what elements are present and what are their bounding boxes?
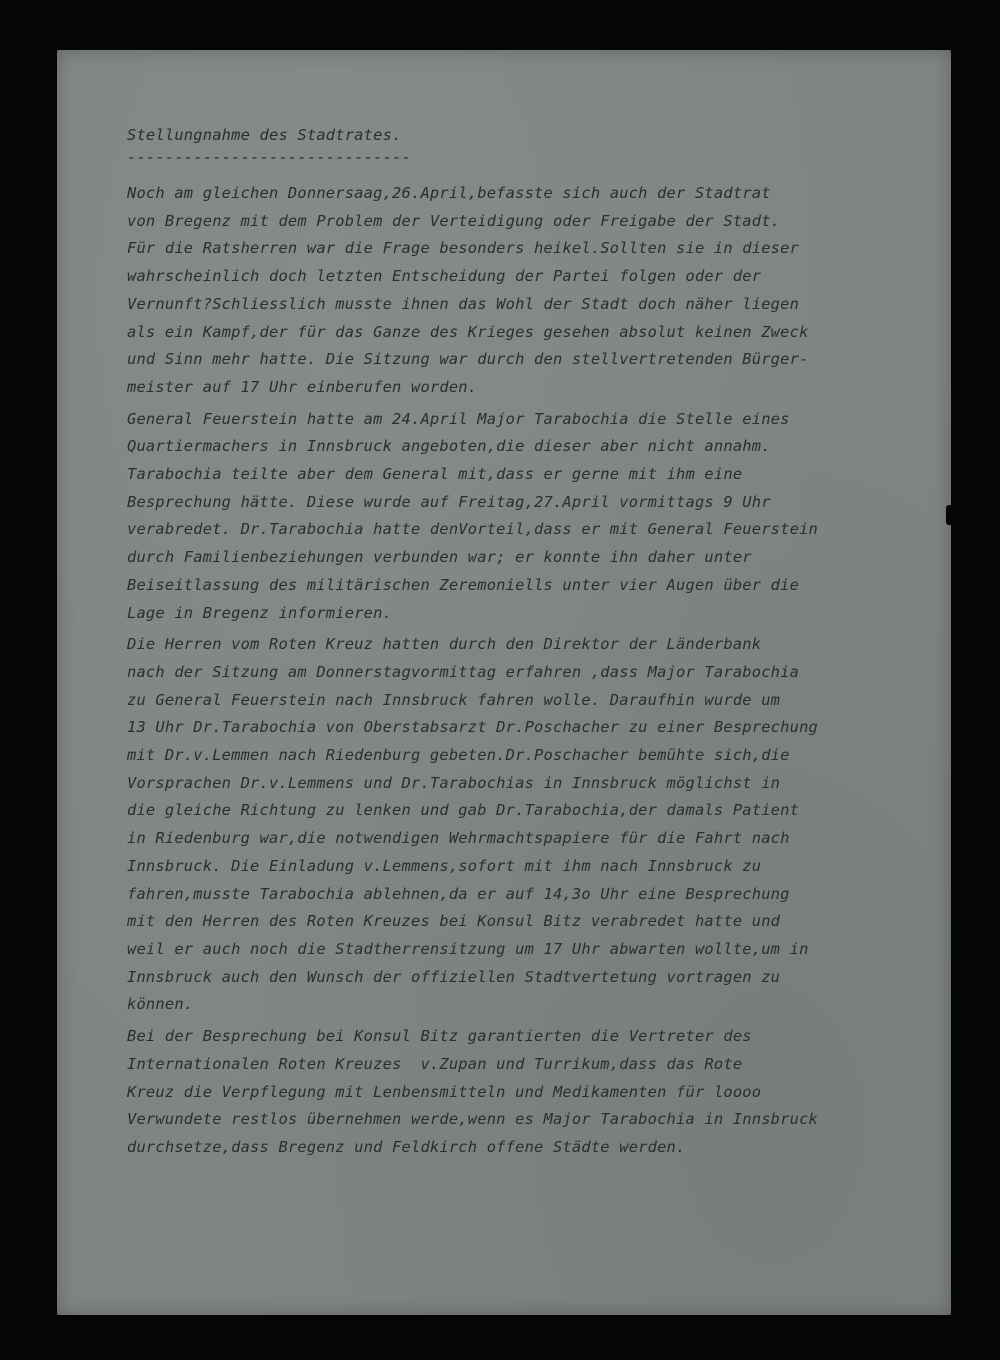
paper-sheet xyxy=(57,50,951,1315)
text-line: weil er auch noch die Stadtherrensitzung um 17 Uhr abwarten wollte,um in xyxy=(127,939,809,958)
text-line: Internationalen Roten Kreuzes v.Zupan und Turrikum,dass das Rote xyxy=(127,1054,743,1073)
text-line: als ein Kampf,der für das Ganze des Krieges gesehen absolut keinen Zweck xyxy=(127,322,809,341)
heading-underline: ------------------------------ xyxy=(127,148,411,166)
text-line: in Riedenburg war,die notwendigen Wehrmachtspapiere für die Fahrt nach xyxy=(127,829,790,848)
text-line: Quartiermachers in Innsbruck angeboten,die dieser aber nicht annahm. xyxy=(127,437,771,456)
text-line: Verwundete restlos übernehmen werde,wenn es Major Tarabochia in Innsbruck xyxy=(127,1110,819,1129)
text-line: die gleiche Richtung zu lenken und gab Dr.Tarabochia,der damals Patient xyxy=(127,801,800,820)
text-line: fahren,musste Tarabochia ablehnen,da er auf 14,3o Uhr eine Besprechung xyxy=(127,884,790,903)
text-line: Kreuz die Verpflegung mit Lenbensmitteln und Medikamenten für loooo xyxy=(127,1082,762,1101)
text-line: mit den Herren des Roten Kreuzes bei Konsul Bitz verabredet hatte und xyxy=(127,912,781,931)
text-line: General Feuerstein hatte am 24.April Major Tarabochia die Stelle eines xyxy=(127,409,790,428)
paragraph-4 xyxy=(127,1023,947,1162)
text-line: zu General Feuerstein nach Innsbruck fahren wolle. Daraufhin wurde um xyxy=(127,690,781,709)
text-line: Lage in Bregenz informieren. xyxy=(127,603,393,622)
text-line: und Sinn mehr hatte. Die Sitzung war durch den stellvertretenden Bürger- xyxy=(127,350,809,369)
text-line: Besprechung hätte. Diese wurde auf Freitag,27.April vormittags 9 Uhr xyxy=(127,492,771,511)
typewritten-text xyxy=(127,122,947,1162)
text-line: meister auf 17 Uhr einberufen worden. xyxy=(127,377,478,396)
text-line: Innsbruck. Die Einladung v.Lemmens,sofort mit ihm nach Innsbruck zu xyxy=(127,856,762,875)
paragraph-2 xyxy=(127,406,947,628)
paragraph-1 xyxy=(127,180,947,402)
text-line: Tarabochia teilte aber dem General mit,dass er gerne mit ihm eine xyxy=(127,465,743,484)
torn-edge xyxy=(946,505,954,525)
paragraph-3 xyxy=(127,631,947,1019)
document-heading: Stellungnahme des Stadtrates. xyxy=(127,126,402,144)
text-line: verabredet. Dr.Tarabochia hatte denVorteil,dass er mit General Feuerstein xyxy=(127,520,819,539)
text-line: Vorsprachen Dr.v.Lemmens und Dr.Tarabochias in Innsbruck möglichst in xyxy=(127,773,781,792)
text-line: nach der Sitzung am Donnerstagvormittag erfahren ,dass Major Tarabochia xyxy=(127,662,800,681)
text-line: Die Herren vom Roten Kreuz hatten durch den Direktor der Länderbank xyxy=(127,635,762,654)
text-line: Vernunft?Schliesslich musste ihnen das Wohl der Stadt doch näher liegen xyxy=(127,294,800,313)
text-line: 13 Uhr Dr.Tarabochia von Oberstabsarzt Dr.Poschacher zu einer Besprechung xyxy=(127,718,819,737)
text-line: mit Dr.v.Lemmen nach Riedenburg gebeten.Dr.Poschacher bemühte sich,die xyxy=(127,746,790,765)
text-line: können. xyxy=(127,995,194,1014)
text-line: durchsetze,dass Bregenz und Feldkirch offene Städte werden. xyxy=(127,1137,686,1156)
text-line: Für die Ratsherren war die Frage besonders heikel.Sollten sie in dieser xyxy=(127,239,800,258)
text-line: Innsbruck auch den Wunsch der offiziellen Stadtvertetung vortragen zu xyxy=(127,967,781,986)
text-line: Bei der Besprechung bei Konsul Bitz garantierten die Vertreter des xyxy=(127,1027,752,1046)
text-line: wahrscheinlich doch letzten Entscheidung der Partei folgen oder der xyxy=(127,267,762,286)
text-line: von Bregenz mit dem Problem der Verteidigung oder Freigabe der Stadt. xyxy=(127,211,781,230)
text-line: Noch am gleichen Donnersaag,26.April,befasste sich auch der Stadtrat xyxy=(127,184,771,202)
text-line: durch Familienbeziehungen verbunden war; er konnte ihn daher unter xyxy=(127,548,752,567)
text-line: Beiseitlassung des militärischen Zeremoniells unter vier Augen über die xyxy=(127,575,800,594)
